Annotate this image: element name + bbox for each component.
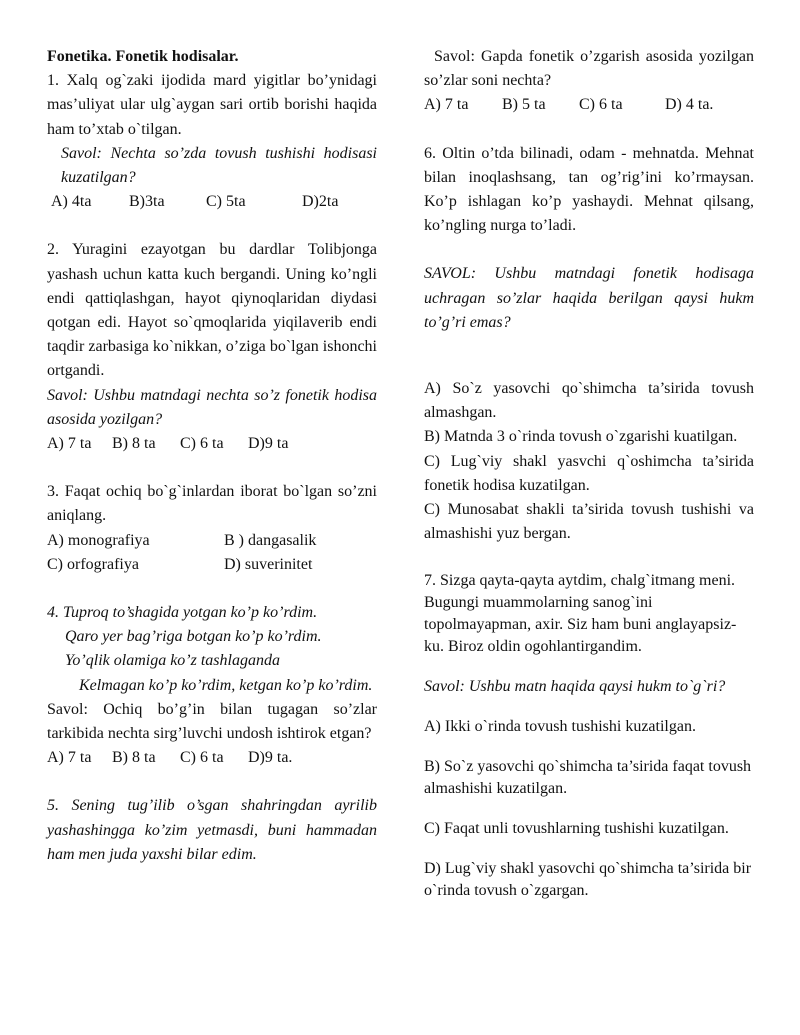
- q2-options: [47, 432, 377, 456]
- q5-question: Savol: Gapda fonetik o’zgarish asosida yozilgan so’zlar soni nechta?: [424, 48, 754, 90]
- spacer: [424, 118, 754, 142]
- q3-option-a[interactable]: A) monografiya: [47, 531, 150, 549]
- q1-text: 1. Xalq og`zaki ijodida mard yigitlar bo’ynidagi mas’uliyat ular ulg`aygan sari ortib borishi haqida ham to’xtab o`tilgan.: [47, 72, 377, 138]
- q4-poem-line-1: 4. Tuproq to’shagida yotgan ko’p ko’rdim.: [47, 604, 318, 622]
- spacer: [424, 698, 754, 716]
- q1-option-d[interactable]: D)2ta: [302, 193, 339, 211]
- q6-option-d[interactable]: C) Munosabat shakli ta’sirida tovush tushishi va almashishi yuz bergan.: [424, 501, 754, 543]
- spacer: [424, 658, 754, 676]
- q6-option-b[interactable]: B) Matnda 3 o`rinda tovush o`zgarishi kuatilgan.: [424, 428, 738, 446]
- q2-text: 2. Yuragini ezayotgan bu dardlar Tolibjonga yashash uchun katta kuch bergandi. Uning ko’ngli endi qattiqlashgan, hayot qiynoqlaridan diydasi qotgan edi. Hayot so`qmoqlarida yiqilaverib endi taqdir zarbasiga ko`nikkan, o’ziga bo`lgan ishonchi ortgandi.: [47, 241, 377, 380]
- q7-option-d[interactable]: D) Lug`viy shakl yasovchi qo`shimcha ta’sirida bir o`rinda tovush o`zgargan.: [424, 860, 752, 900]
- q5-text: 5. Sening tug’ilib o’sgan shahringdan ayrilib yashashingga ko’zim yetmasdi, buni hammadan ham men juda yaxshi bilar edim.: [47, 797, 377, 863]
- q4-poem-line-3: Yo’qlik olamiga ko’z tashlaganda: [65, 652, 280, 670]
- q4-poem-line-4: Kelmagan ko’p ko’rdim, ketgan ko’p ko’rdim.: [79, 676, 373, 694]
- q6-option-c[interactable]: C) Lug`viy shakl yasvchi q`oshimcha ta’sirida fonetik hodisa kuzatilgan.: [424, 452, 754, 494]
- q4-poem-line-2: Qaro yer bag’riga botgan ko’p ko’rdim.: [65, 628, 322, 646]
- q5-option-b[interactable]: B) 5 ta: [502, 96, 546, 114]
- q4-question: Savol: Ochiq bo’g’in bilan tugagan so’zlar tarkibida nechta sirg’luvchi undosh ishtirok etgan?: [47, 700, 377, 743]
- q1-question: Savol: Nechta so’zda tovush tushishi hodisasi kuzatilgan?: [61, 144, 377, 187]
- spacer: [424, 840, 754, 858]
- spacer: [47, 577, 377, 601]
- q5-option-d[interactable]: D) 4 ta.: [665, 96, 714, 114]
- q1-option-a[interactable]: A) 4ta: [51, 193, 92, 211]
- q3-text: 3. Faqat ochiq bo`g`inlardan iborat bo`lgan so’zni aniqlang.: [47, 483, 377, 525]
- spacer: [47, 770, 377, 794]
- q7-question: Savol: Ushbu matn haqida qaysi hukm to`g`ri?: [424, 678, 726, 696]
- q3-option-d[interactable]: D) suverinitet: [224, 555, 313, 573]
- q2-option-d[interactable]: D)9 ta: [248, 435, 289, 453]
- spacer: [47, 214, 377, 238]
- spacer: [424, 546, 754, 570]
- q7-text: 7. Sizga qayta-qayta aytdim, chalg`itmang meni. Bugungi muammolarning sanog`ini topolmayapman, axir. Siz ham buni anglayapsiz-ku. Biroz oldin ogohlantirgandim.: [424, 572, 737, 656]
- q2-question: Savol: Ushbu matndagi nechta so’z fonetik hodisa asosida yozilgan?: [47, 386, 377, 428]
- q3-option-c[interactable]: C) orfografiya: [47, 555, 139, 573]
- q4-option-d[interactable]: D)9 ta.: [248, 749, 293, 767]
- q3-options: [47, 529, 377, 577]
- document-title: Fonetika. Fonetik hodisalar.: [47, 48, 239, 65]
- q6-option-a[interactable]: A) So`z yasovchi qo`shimcha ta’sirida tovush almashgan.: [424, 380, 754, 422]
- q1-options: [47, 190, 377, 214]
- spacer: [424, 238, 754, 262]
- q4-option-b[interactable]: B) 8 ta: [112, 749, 156, 767]
- spacer: [424, 738, 754, 756]
- q2-option-a[interactable]: A) 7 ta: [47, 435, 92, 453]
- q7-option-c[interactable]: C) Faqat unli tovushlarning tushishi kuzatilgan.: [424, 820, 729, 838]
- q2-option-c[interactable]: C) 6 ta: [180, 435, 224, 453]
- q1-option-c[interactable]: C) 5ta: [206, 193, 246, 211]
- q7-option-a[interactable]: A) Ikki o`rinda tovush tushishi kuzatilgan.: [424, 718, 696, 736]
- q2-option-b[interactable]: B) 8 ta: [112, 435, 156, 453]
- q3-option-b[interactable]: B ) dangasalik: [224, 531, 317, 549]
- q4-options: [47, 746, 377, 770]
- q6-question: SAVOL: Ushbu matndagi fonetik hodisaga uchragan so’zlar haqida berilgan qaysi hukm to’g’ri emas?: [424, 265, 754, 331]
- spacer: [424, 359, 754, 377]
- q1-option-b[interactable]: B)3ta: [129, 193, 165, 211]
- q6-text: 6. Oltin o’tda bilinadi, odam - mehnatda. Mehnat bilan inoqlashsang, tan og’rig’ini ko’rmaysan. Ko’p ishlagan ko’p yashaydi. Mehnat qilsang, ko’ngling nurga to’ladi.: [424, 144, 754, 235]
- spacer: [424, 335, 754, 359]
- spacer: [47, 456, 377, 480]
- q5-option-a[interactable]: A) 7 ta: [424, 96, 469, 114]
- q4-option-a[interactable]: A) 7 ta: [47, 749, 92, 767]
- spacer: [424, 800, 754, 818]
- q5-option-c[interactable]: C) 6 ta: [579, 96, 623, 114]
- q4-option-c[interactable]: C) 6 ta: [180, 749, 224, 767]
- right-column: [424, 45, 754, 902]
- q5-options: [424, 93, 754, 117]
- q7-option-b[interactable]: B) So`z yasovchi qo`shimcha ta’sirida faqat tovush almashishi kuzatilgan.: [424, 758, 752, 798]
- left-column: [47, 45, 377, 867]
